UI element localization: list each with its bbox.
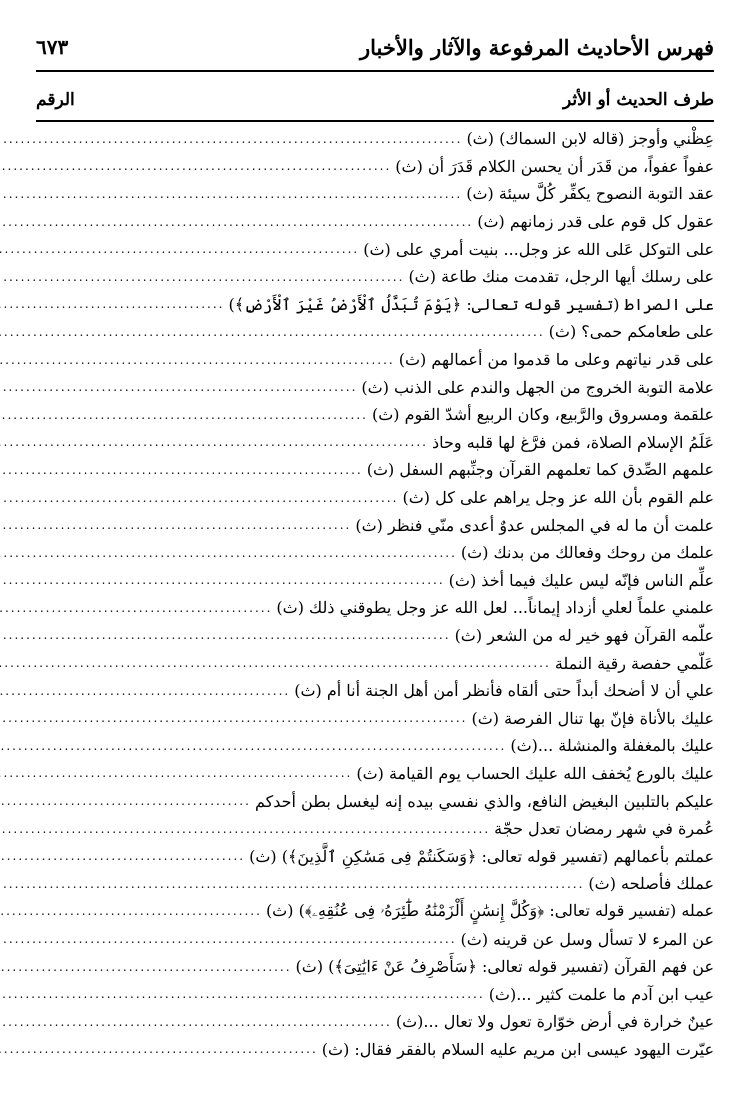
- column-header-rule: [36, 120, 714, 122]
- index-entry: [36, 180, 714, 208]
- entry-text: علمني علماً لعلي أزداد إيماناً... لعل الله عز وجل يطوقني ذلك (ث): [276, 598, 714, 618]
- entry-text: على الصراط (تفسير قوله تعالى: ﴿يَوْمَ تُبَدَّلُ ٱلْأَرْضُ غَيْرَ ٱلْأَرْضِ﴾): [228, 294, 714, 314]
- leader-dots: [0, 794, 251, 808]
- entry-text: عليكم بالتلبين البغيض النافع، والذي نفسي بيده إنه ليغسل بطن أحدكم: [254, 791, 714, 811]
- entry-text: عملتم بأعمالهم (تفسير قوله تعالى: ﴿وَسَكَنتُمْ فِى مَسَٰكِنِ ٱلَّذِينَ﴾) (ث): [249, 846, 714, 866]
- entry-text: عَلَمُ الإسلام الصلاة، فمن فرَّغ لها قلبه وحاذ: [431, 432, 714, 452]
- index-entry: [36, 484, 714, 512]
- index-entry: [36, 235, 714, 263]
- index-entry: [36, 401, 714, 429]
- leader-dots: [0, 628, 451, 642]
- index-entry: [36, 815, 714, 843]
- index-entry: [36, 842, 714, 870]
- leader-dots: [0, 491, 398, 505]
- leader-dots: [0, 435, 428, 449]
- leader-dots: [0, 739, 506, 753]
- leader-dots: [0, 1042, 318, 1056]
- index-entry: [36, 208, 714, 236]
- entry-text: علِّم الناس فإنّه ليس عليك فيما أخذ (ث): [448, 570, 714, 590]
- index-entry: [36, 567, 714, 595]
- leader-dots: [0, 711, 467, 725]
- leader-dots: [0, 877, 584, 891]
- leader-dots: [0, 325, 545, 339]
- leader-dots: [0, 932, 457, 946]
- leader-dots: [0, 132, 462, 146]
- entry-text: عمله (تفسير قوله تعالى: ﴿وَكُلَّ إِنسَٰنٍ أَلْزَمْنَٰهُ طَٰٓئِرَهُۥ فِى عُنُقِهِۦ﴾) (ث): [265, 901, 714, 921]
- index-entry: [36, 787, 714, 815]
- leader-dots: [0, 187, 462, 201]
- entry-text: عيّرت اليهود عيسى ابن مريم عليه السلام بالفقر فقال: (ث): [321, 1039, 714, 1059]
- leader-dots: [0, 546, 457, 560]
- entry-text: عقد التوبة النصوح يكفِّر كُلَّ سيئة (ث): [466, 184, 714, 204]
- page-number: ٦٧٣: [36, 35, 69, 59]
- index-entry: [36, 429, 714, 457]
- entry-text: على التوكل عَلى الله عز وجل... بنيت أمري على (ث): [363, 239, 714, 259]
- index-entry: [36, 704, 714, 732]
- entry-text: عَلّمي حفصة رقية النملة: [554, 653, 714, 673]
- entry-text: علمت أن ما له في المجلس عدوٌ أعدى منّي فنظر (ث): [355, 515, 714, 535]
- index-entry: [36, 263, 714, 291]
- entry-text: عن فهم القرآن (تفسير قوله تعالى: ﴿سَأَصْرِفُ عَنْ ءَايَٰتِىَ﴾) (ث): [295, 957, 714, 977]
- index-entry: [36, 456, 714, 484]
- index-entry: [36, 539, 714, 567]
- index-entry: [36, 318, 714, 346]
- index-entry: [36, 953, 714, 981]
- leader-dots: [0, 380, 357, 394]
- entry-text: على رسلك أيها الرجل، تقدمت منك طاعة (ث): [408, 267, 714, 287]
- index-entry: [36, 1008, 714, 1036]
- leader-dots: [0, 573, 445, 587]
- index-entry: [36, 898, 714, 926]
- index-entry: [36, 649, 714, 677]
- entry-text: عملك فأصلحه (ث): [588, 874, 714, 894]
- leader-dots: [0, 518, 351, 532]
- index-entry: [36, 622, 714, 650]
- leader-dots: [0, 242, 359, 256]
- column-headers: [36, 86, 714, 114]
- entry-text: عِظْني وأوجز (قاله لابن السماك) (ث): [466, 129, 714, 149]
- leader-dots: [0, 408, 368, 422]
- index-entry: [36, 870, 714, 898]
- entry-text: علي أن لا أضحك أبداً حتى ألقاه فأنظر أمن أهل الجنة أنا أم (ث): [294, 681, 714, 701]
- column-header-number: الرقم: [36, 90, 75, 110]
- entry-text: علقمة ومسروق والرَّبيع، وكان الربيع أشدّ القوم (ث): [371, 405, 714, 425]
- index-entry: [36, 291, 714, 319]
- leader-dots: [0, 353, 395, 367]
- entry-text: عليك بالأناة فإنّ بها تنال الفرصة (ث): [471, 708, 714, 728]
- index-entry: [36, 1036, 714, 1064]
- entry-text: عن المرء لا تسأل وسل عن قرينه (ث): [460, 929, 714, 949]
- leader-dots: [0, 1015, 392, 1029]
- index-entry: [36, 677, 714, 705]
- index-entry: [36, 594, 714, 622]
- entry-text: علّمه القرآن فهو خير له من الشعر (ث): [454, 625, 714, 645]
- page-title: فهرس الأحاديث المرفوعة والآثار والأخبار: [360, 34, 714, 60]
- entry-text: عفواً عفواً، من قَدَر أن يحسن الكلام قَدَرَ أن (ث): [395, 156, 714, 176]
- leader-dots: [0, 987, 485, 1001]
- index-entry: [36, 760, 714, 788]
- entry-text: عينٌ خرارة في أرض خوّارة تعول ولا تعال ...(ث): [395, 1012, 714, 1032]
- leader-dots: [0, 766, 352, 780]
- leader-dots: [0, 849, 245, 863]
- entry-text: على قدر نياتهم وعلى ما قدموا من أعمالهم (ث): [398, 350, 714, 370]
- leader-dots: [0, 684, 290, 698]
- index-entry: [36, 980, 714, 1008]
- leader-dots: [0, 463, 363, 477]
- index-entry: [36, 346, 714, 374]
- leader-dots: [0, 656, 551, 670]
- entry-text: علامة التوبة الخروج من الجهل والندم على الذنب (ث): [361, 377, 714, 397]
- leader-dots: [0, 297, 224, 311]
- entry-text: عقول كل قوم على قدر زمانهم (ث): [477, 212, 714, 232]
- index-entry: [36, 511, 714, 539]
- entry-text: علمهم الصِّدق كما تعلمهم القرآن وجنِّبهم السفل (ث): [366, 460, 714, 480]
- leader-dots: [0, 960, 292, 974]
- leader-dots: [0, 822, 490, 836]
- leader-dots: [0, 270, 404, 284]
- index-entry: [36, 153, 714, 181]
- index-entries: [36, 125, 714, 1063]
- entry-text: عليك بالورع يُخفف الله عليك الحساب يوم القيامة (ث): [356, 763, 714, 783]
- entry-text: على طعامكم حمى؟ (ث): [548, 322, 714, 342]
- index-entry: [36, 125, 714, 153]
- column-header-hadith: طرف الحديث أو الأثر: [563, 90, 714, 110]
- leader-dots: [0, 904, 262, 918]
- entry-text: علمك من روحك وفعالك من بدنك (ث): [460, 543, 714, 563]
- index-entry: [36, 732, 714, 760]
- leader-dots: [0, 601, 272, 615]
- index-entry: [36, 925, 714, 953]
- header-rule: [36, 70, 714, 72]
- entry-text: عُمرة في شهر رمضان تعدل حجّة: [494, 819, 714, 839]
- leader-dots: [0, 215, 473, 229]
- entry-text: عليك بالمغفلة والمنشلة ...(ث): [510, 736, 714, 756]
- index-entry: [36, 373, 714, 401]
- running-header: [36, 30, 714, 64]
- leader-dots: [0, 159, 391, 173]
- entry-text: عيب ابن آدم ما علمت كثير ...(ث): [488, 984, 714, 1004]
- entry-text: علم القوم بأن الله عز وجل يراهم على كل (ث): [402, 488, 714, 508]
